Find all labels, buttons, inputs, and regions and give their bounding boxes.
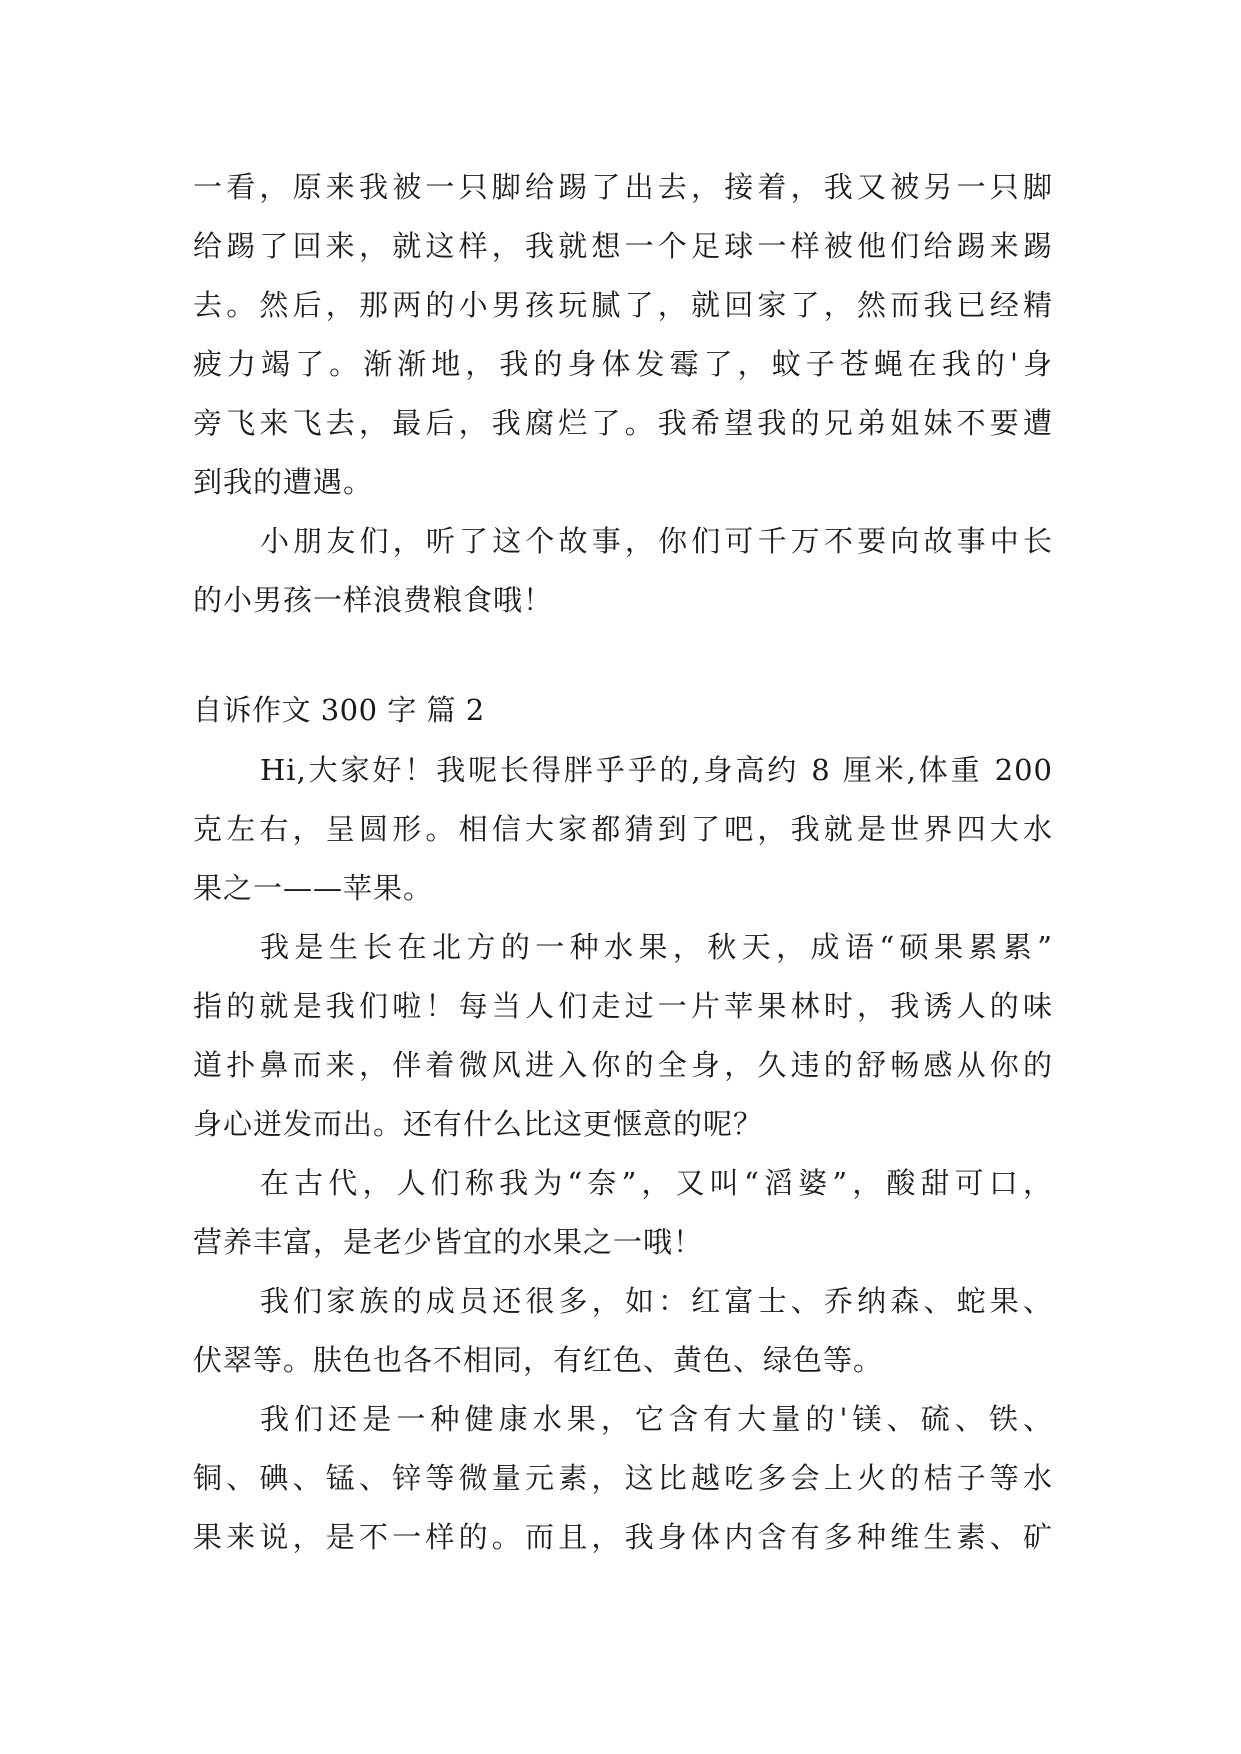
paragraph-line: 的小男孩一样浪费粮食哦！ xyxy=(193,583,554,617)
paragraph-line: 给踢了回来，就这样，我就想一个足球一样被他们给踢来踢 xyxy=(193,229,1053,263)
paragraph-line: 身心迸发而出。还有什么比这更惬意的呢？ xyxy=(193,1107,764,1141)
paragraph-line: 我是生长在北方的一种水果，秋天，成语“硕果累累” xyxy=(260,930,1053,964)
paragraph-line: 一看，原来我被一只脚给踢了出去，接着，我又被另一只脚 xyxy=(193,170,1053,204)
paragraph-line: 小朋友们，听了这个故事，你们可千万不要向故事中长 xyxy=(260,524,1053,558)
paragraph-line: 我们还是一种健康水果，它含有大量的'镁、硫、铁、 xyxy=(260,1402,1053,1436)
paragraph-line: 营养丰富，是老少皆宜的水果之一哦！ xyxy=(193,1225,704,1259)
paragraph-line: 克左右，呈圆形。相信大家都猜到了吧，我就是世界四大水 xyxy=(193,812,1053,846)
paragraph-line: 伏翠等。肤色也各不相同，有红色、黄色、绿色等。 xyxy=(193,1343,884,1377)
paragraph-line: 到我的遭遇。 xyxy=(193,465,374,499)
paragraph-line: 果之一——苹果。 xyxy=(193,871,434,905)
section-heading: 自诉作文 300 字 篇 2 xyxy=(193,693,485,727)
paragraph-line: 去。然后，那两的小男孩玩腻了，就回家了，然而我已经精 xyxy=(193,288,1053,322)
paragraph-line: 道扑鼻而来，伴着微风进入你的全身，久违的舒畅感从你的 xyxy=(193,1048,1053,1082)
paragraph-line: 铜、碘、锰、锌等微量元素，这比越吃多会上火的桔子等水 xyxy=(193,1461,1053,1495)
paragraph-line: 旁飞来飞去，最后，我腐烂了。我希望我的兄弟姐妹不要遭 xyxy=(193,406,1053,440)
paragraph-line: 疲力竭了。渐渐地，我的身体发霉了，蚊子苍蝇在我的'身 xyxy=(193,347,1053,381)
paragraph-line: Hi,大家好！我呢长得胖乎乎的,身高约 8 厘米,体重 200 xyxy=(260,753,1053,787)
paragraph-line: 指的就是我们啦！每当人们走过一片苹果林时，我诱人的味 xyxy=(193,989,1053,1023)
paragraph-line: 在古代，人们称我为“奈”，又叫“滔婆”，酸甜可口， xyxy=(260,1166,1053,1200)
paragraph-line: 我们家族的成员还很多，如：红富士、乔纳森、蛇果、 xyxy=(260,1284,1053,1318)
paragraph-line: 果来说，是不一样的。而且，我身体内含有多种维生素、矿 xyxy=(193,1520,1053,1554)
